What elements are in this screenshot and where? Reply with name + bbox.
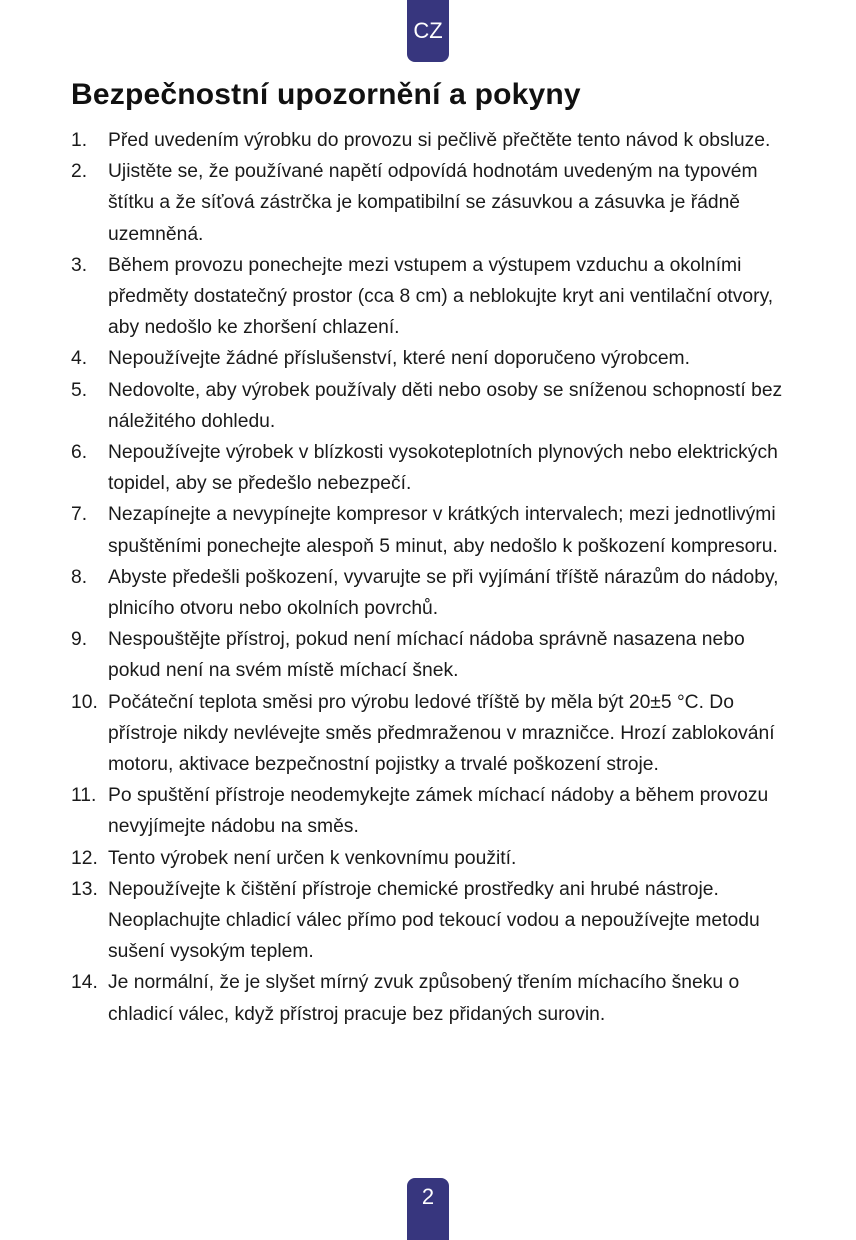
list-item	[71, 687, 791, 781]
item-text: Počáteční teplota směsi pro výrobu ledové tříště by měla být 20±5 °C. Do přístroje nikdy nevlévejte směs předmraženou v mrazničce. Hrozí zablokování motoru, aktivace bezpečnostní pojistky a trvalé poškození stroje.	[108, 691, 775, 776]
list-item	[71, 562, 791, 624]
item-number: 2.	[71, 161, 88, 183]
list-item	[71, 499, 791, 561]
language-tab	[407, 0, 449, 62]
item-text: Tento výrobek není určen k venkovnímu použití.	[108, 847, 517, 869]
page-number: 2	[421, 1184, 435, 1209]
item-text: Po spuštění přístroje neodemykejte zámek míchací nádoby a během provozu nevyjímejte nádobu na směs.	[108, 785, 769, 838]
list-item	[71, 375, 791, 437]
item-text: Před uvedením výrobku do provozu si pečlivě přečtěte tento návod k obsluze.	[108, 130, 771, 151]
item-number: 10.	[71, 691, 98, 713]
item-text: Je normální, že je slyšet mírný zvuk způsobený třením míchacího šneku o chladicí válec, když přístroj pracuje bez přidaných surovin.	[108, 972, 740, 1025]
item-number: 4.	[71, 348, 88, 370]
item-number: 13.	[71, 878, 98, 900]
item-text: Nezapínejte a nevypínejte kompresor v krátkých intervalech; mezi jednotlivými spuštěními ponechejte alespoň 5 minut, aby nedošlo k poškození kompresoru.	[108, 504, 778, 557]
list-item	[71, 156, 791, 250]
list-item	[71, 780, 791, 842]
item-text: Během provozu ponechejte mezi vstupem a výstupem vzduchu a okolními předměty dostatečný prostor (cca 8 cm) a neblokujte kryt ani ventilační otvory, aby nedošlo ke zhoršení chlazení.	[108, 254, 774, 339]
safety-instructions-list	[71, 125, 791, 1030]
item-number: 9.	[71, 629, 88, 651]
item-number: 6.	[71, 442, 88, 464]
list-item	[71, 624, 791, 686]
list-item	[71, 967, 791, 1029]
item-number: 3.	[71, 254, 88, 276]
item-number: 11.	[71, 785, 97, 807]
item-number: 8.	[71, 566, 88, 588]
item-number: 12.	[71, 847, 98, 869]
page-number-tab	[407, 1178, 449, 1240]
item-text: Nedovolte, aby výrobek používaly děti nebo osoby se sníženou schopností bez náležitého dohledu.	[108, 379, 783, 432]
item-text: Nepoužívejte žádné příslušenství, které není doporučeno výrobcem.	[108, 348, 690, 370]
page-title: Bezpečnostní upozornění a pokyny	[71, 78, 581, 111]
list-item	[71, 343, 791, 374]
item-number: 7.	[71, 504, 88, 526]
item-text: Nepoužívejte výrobek v blízkosti vysokoteplotních plynových nebo elektrických topidel, aby se předešlo nebezpečí.	[108, 442, 778, 495]
item-text: Nespouštějte přístroj, pokud není míchací nádoba správně nasazena nebo pokud není na svém místě míchací šnek.	[108, 629, 745, 682]
list-item	[71, 250, 791, 344]
list-item	[71, 874, 791, 968]
item-number: 1.	[71, 130, 88, 151]
item-number: 14.	[71, 972, 98, 994]
item-number: 5.	[71, 379, 88, 401]
list-item	[71, 437, 791, 499]
item-text: Nepoužívejte k čištění přístroje chemické prostředky ani hrubé nástroje. Neoplachujte chladicí válec přímo pod tekoucí vodou a nepoužívejte metodu sušení vysokým teplem.	[108, 878, 760, 963]
language-label: CZ	[413, 18, 443, 43]
list-item	[71, 125, 791, 156]
item-text: Abyste předešli poškození, vyvarujte se při vyjímání tříště nárazům do nádoby, plnicího otvoru nebo okolních povrchů.	[108, 566, 779, 620]
item-text: Ujistěte se, že používané napětí odpovídá hodnotám uvedeným na typovém štítku a že síťová zástrčka je kompatibilní se zásuvkou a zásuvka je řádně uzemněná.	[108, 161, 758, 245]
list-item	[71, 843, 791, 874]
